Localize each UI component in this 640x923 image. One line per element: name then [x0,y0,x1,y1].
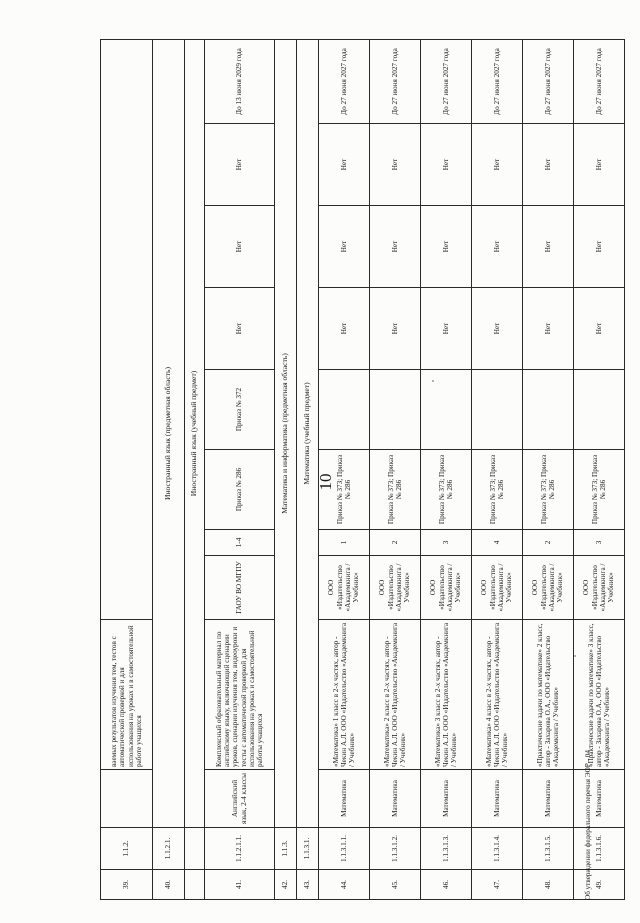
row-code: 1.1.3.1.1. [319,828,370,870]
row-subject: Математика [574,770,625,828]
row-flag-3: Нет [523,124,574,206]
table-row [205,40,275,900]
table-row [574,40,625,900]
row-subject: Математика [370,770,421,828]
row-flag-3: Нет [205,124,275,206]
row-subject: Математика [523,770,574,828]
row-deadline: До 27 июня 2027 года [421,40,472,124]
row-resource-name: «Математика» 1 класс в 2-х частях, автор - Чекин А.Л. ООО «Издательство «Академкнига / Учебник» [319,620,370,770]
row-deadline: До 27 июня 2027 года [574,40,625,124]
row-grades: 1 [319,530,370,556]
row-flag-2: Нет [421,206,472,288]
row-flag-2: Нет [319,206,370,288]
footnote: Об утверждении федерального перечня ЭОР - 04 [584,750,592,900]
row-grades: 1-4 [205,530,275,556]
row-grades: 2 [523,530,574,556]
scan-speck [432,380,434,382]
section-row [153,40,185,900]
row-code: 1.1.3.1. [297,828,319,870]
section-row [297,40,319,900]
row-order: Приказ № 373; Приказ № 286 [370,450,421,530]
row-resource-name: «Практические задачи по математике» 2 класс, автор - Захарова О.А., ООО «Издательство «Академкнига / Учебник» [523,620,574,770]
row-number: 45. [370,870,421,900]
row-order: Приказ № 373; Приказ № 286 [319,450,370,530]
row-flag-3: Нет [421,124,472,206]
row-number: 44. [319,870,370,900]
row-order-2 [523,370,574,450]
row-order-2 [370,370,421,450]
rotated-table-sheet [100,40,616,900]
row-deadline: До 13 июня 2029 года [205,40,275,124]
section-title: Иностранный язык (предметная область) [153,40,185,828]
row-code: 1.1.3. [275,828,297,870]
row-order-2 [574,370,625,450]
subject-title: Иностранный язык (учебный предмет) [185,40,205,828]
row-order: Приказ № 373; Приказ № 286 [523,450,574,530]
row-subject: Английский язык, 2-4 классы [205,770,275,828]
row-order: Приказ № 373; Приказ № 286 [574,450,625,530]
row-number: 39. [101,870,153,900]
row-flag-1: Нет [472,288,523,370]
row-publisher: ООО «Издательство «Академкнига / Учебник» [574,556,625,620]
table-row [101,40,153,900]
row-flag-2: Нет [523,206,574,288]
row-order: Приказ № 373; Приказ № 286 [421,450,472,530]
row-deadline: До 27 июня 2027 года [523,40,574,124]
row-publisher: ООО «Издательство «Академкнига / Учебник» [370,556,421,620]
row-order: Приказ № 286 [205,450,275,530]
row-flag-1: Нет [421,288,472,370]
row-flag-1: Нет [523,288,574,370]
row-flag-3: Нет [319,124,370,206]
row-order-2: Приказ № 372 [205,370,275,450]
row-order: Приказ № 373; Приказ № 286 [472,450,523,530]
row-resource-name: Комплексный образовательный материал по английскому языку, включающий сценарии уроков, сценарии изучения тем, видеоуроки и тесты с автоматической проверкой для использования на уроках и самостоятельной работы учащихся [205,620,275,770]
row-grades: 3 [421,530,472,556]
row-publisher: ГАОУ ВО МГПУ [205,556,275,620]
row-code: 1.1.2. [101,828,153,870]
table-row [523,40,574,900]
row-code: 1.1.3.1.6. [574,828,625,870]
row-number: 46. [421,870,472,900]
table-row [319,40,370,900]
row-number: 41. [205,870,275,900]
row-flag-3: Нет [574,124,625,206]
row-grades: 3 [574,530,625,556]
row-publisher: ООО «Издательство «Академкнига / Учебник» [472,556,523,620]
row-deadline: До 27 июня 2027 года [370,40,421,124]
row-publisher: ООО «Издательство «Академкнига / Учебник» [523,556,574,620]
row-number: 40. [153,870,185,900]
row-publisher: ООО «Издательство «Академкнига / Учебник» [319,556,370,620]
row-resource-name: «Математика» 4 класс в 2-х частях, автор - Чекин А.Л. ООО «Издательство «Академкнига / Учебник» [472,620,523,770]
row-subject: Математика [421,770,472,828]
row-resource-name: «Математика» 3 класс в 2-х частях, автор - Чекин А.Л. ООО «Издательство «Академкнига / Учебник» [421,620,472,770]
section-title: Математика (учебный предмет) [297,40,319,828]
row-resource-name: «Практические задачи по математике» 3 класс, автор - Захарова О.А., ООО «Издательство «Академкнига / Учебник» [574,620,625,770]
row-order-2 [421,370,472,450]
row-flag-2: Нет [574,206,625,288]
table-row [472,40,523,900]
row-description: ваемых результатов изучения тем, тестов с автоматической проверкой и для использования на уроках и в самостоятельной работе учащихся [101,620,153,770]
resources-table [100,39,625,900]
row-flag-1: Нет [319,288,370,370]
row-code: 1.1.3.1.3. [421,828,472,870]
row-grades: 4 [472,530,523,556]
row-code: 1.1.2.1. [153,828,185,870]
row-flag-1: Нет [205,288,275,370]
row-code: 1.1.3.1.5. [523,828,574,870]
row-flag-1: Нет [370,288,421,370]
row-number: 49. [574,870,625,900]
row-code: 1.1.3.1.2. [370,828,421,870]
row-flag-2: Нет [472,206,523,288]
row-code: 1.1.2.1.1. [205,828,275,870]
row-flag-2: Нет [205,206,275,288]
section-title: Математика и информатика (предметная область) [275,40,297,828]
row-subject: Математика [472,770,523,828]
row-code: 1.1.3.1.4. [472,828,523,870]
row-number: 48. [523,870,574,900]
page-number: 10 [316,473,335,491]
subject-header-row [185,40,205,900]
row-deadline: До 27 июня 2027 года [472,40,523,124]
row-deadline: До 27 июня 2027 года [319,40,370,124]
table-row [370,40,421,900]
row-number: 47. [472,870,523,900]
row-grades: 2 [370,530,421,556]
row-order-2 [319,370,370,450]
row-flag-3: Нет [472,124,523,206]
row-number: 43. [297,870,319,900]
row-subject: Математика [319,770,370,828]
row-flag-3: Нет [370,124,421,206]
row-flag-1: Нет [574,288,625,370]
row-publisher: ООО «Издательство «Академкнига / Учебник» [421,556,472,620]
row-resource-name: «Математика» 2 класс в 2-х частях, автор - Чекин А.Л. ООО «Издательство «Академкнига / Учебник» [370,620,421,770]
row-number: 42. [275,870,297,900]
section-row [275,40,297,900]
table-row [421,40,472,900]
scan-speck [574,655,576,657]
row-flag-2: Нет [370,206,421,288]
row-order-2 [472,370,523,450]
